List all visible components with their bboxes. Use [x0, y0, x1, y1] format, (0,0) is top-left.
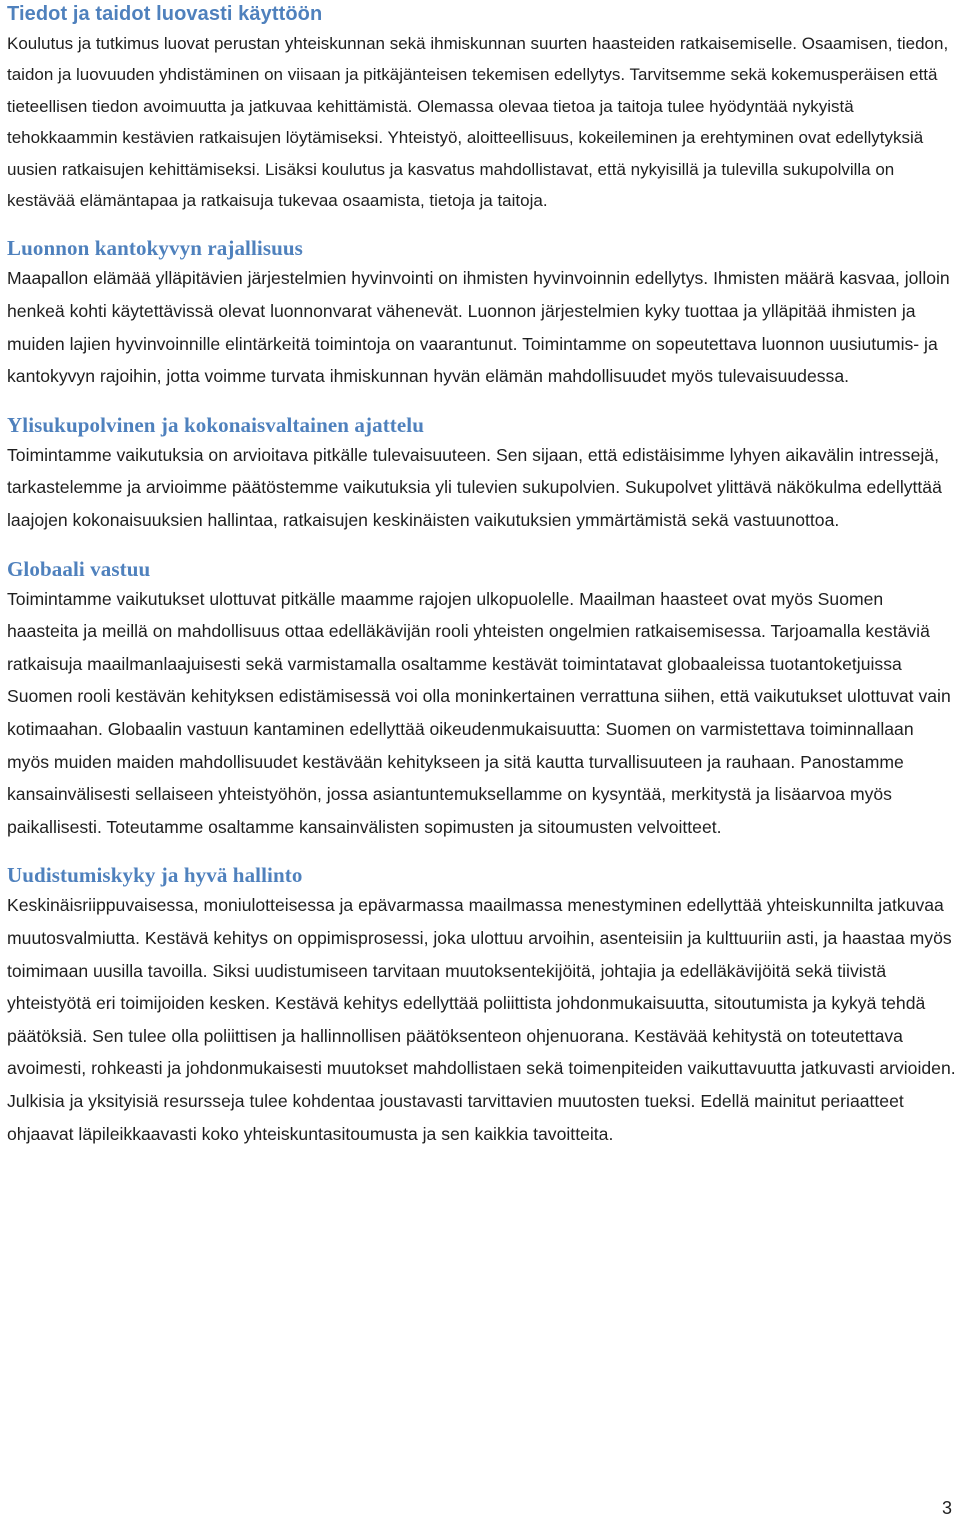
- section-heading: Ylisukupolvinen ja kokonaisvaltainen ajattelu: [7, 412, 425, 437]
- page-number: 3: [941, 1498, 952, 1518]
- section-renewal-governance: [7, 861, 957, 1150]
- section-body: Toimintamme vaikutuksia on arvioitava pitkälle tulevaisuuteen. Sen sijaan, että edistäisimme lyhyen aikavälin intressejä, tarkastelemme ja arvioimme päätöstemme vaikutuksia yli tulevien sukupolvien. Sukupolvet ylittävä näkökulma edellyttää laajojen kokonaisuuksien hallintaa, ratkaisujen keskinäisten vaikutuksien ymmärtämistä sekä vastuunottoa.: [7, 444, 942, 530]
- section-body: Koulutus ja tutkimus luovat perustan yhteiskunnan sekä ihmiskunnan suurten haasteiden ratkaisemiselle. Osaamisen, tiedon, taidon ja luovuuden yhdistäminen on viisaan ja pitkäjänteisen tekemisen edellytys. Tarvitsemme sekä kokemusperäisen että tieteellisen tiedon avoimuutta ja jatkuvaa kehittämistä. Olemassa olevaa tietoa ja taitoja tulee hyödyntää nykyistä tehokkaammin kestävien ratkaisujen löytämiseksi. Yhteistyö, aloitteellisuus, kokeileminen ja erehtyminen ovat edellytyksiä uusien ratkaisujen kehittämiseksi. Lisäksi koulutus ja kasvatus mahdollistavat, että nykyisillä ja tulevilla sukupolvilla on kestävää elämäntapaa ja ratkaisuja tukevaa osaamista, tietoja ja taitoja.: [7, 34, 949, 211]
- section-heading: Tiedot ja taidot luovasti käyttöön: [7, 3, 323, 25]
- document-page: [7, 0, 957, 1150]
- section-body: Keskinäisriippuvaisessa, moniulotteisessa ja epävarmassa maailmassa menestyminen edellyttää yhteiskunnilta jatkuvaa muutosvalmiutta. Kestävä kehitys on oppimisprosessi, joka ulottuu arvoihin, asenteisiin ja kulttuuriin asti, ja haastaa myös toimimaan uusilla tavoilla. Siksi uudistumiseen tarvitaan muutoksentekijöitä, johtajia ja edelläkävijöitä sekä tiivistä yhteistyötä eri toimijoiden kesken. Kestävä kehitys edellyttää poliittista johdonmukaisuutta, sitoutumista ja kykyä tehdä päätöksiä. Sen tulee olla poliittisen ja hallinnollisen päätöksenteon ohjenuorana. Kestävää kehitystä on toteutettava avoimesti, rohkeasti ja johdonmukaisesti muutokset mahdollistaen sekä toimenpiteiden vaikuttavuutta jatkuvasti arvioiden. Julkisia ja yksityisiä resursseja tulee kohdentaa joustavasti tarvittavien muutosten tueksi. Edellä mainitut periaatteet ohjaavat läpileikkaavasti koko yhteiskuntasitoumusta ja sen kaikkia tavoitteita.: [7, 895, 956, 1144]
- section-body: Maapallon elämää ylläpitävien järjestelmien hyvinvointi on ihmisten hyvinvoinnin edellytys. Ihmisten määrä kasvaa, jolloin henkeä kohti käytettävissä olevat luonnonvarat vähenevät. Luonnon järjestelmien kyky tuottaa ja ylläpitää ihmisten ja muiden lajien hyvinvoinnille elintärkeitä toimintoja on vaarantunut. Toimintamme on sopeutettava luonnon uusiutumis- ja kantokyvyn rajoihin, jotta voimme turvata ihmiskunnan hyvän elämän mahdollisuudet myös tulevaisuudessa.: [7, 268, 950, 387]
- section-heading: Globaali vastuu: [7, 556, 151, 581]
- section-nature-capacity: [7, 234, 957, 392]
- section-body: Toimintamme vaikutukset ulottuvat pitkälle maamme rajojen ulkopuolelle. Maailman haasteet ovat myös Suomen haasteita ja meillä on mahdollisuus ottaa edelläkävijän rooli yhteisten ongelmien ratkaisemisessa. Tarjoamalla kestäviä ratkaisuja maailmanlaajuisesti sekä varmistamalla osaltamme kestävät toimintatavat globaaleissa tuotantoketjuissa Suomen rooli kestävän kehityksen edistämisessä voi olla moninkertainen verrattuna siihen, että vaikutukset ulottuvat vain kotimaahan. Globaalin vastuun kantaminen edellyttää oikeudenmukaisuutta: Suomen on varmistettava toiminnallaan myös muiden maiden mahdollisuudet kestävään kehitykseen ja sitä kautta turvallisuuteen ja rauhaan. Panostamme kansainvälisesti sellaiseen yhteistyöhön, jossa asiantuntemuksellamme on kysyntää, merkitystä ja lisäarvoa myös paikallisesti. Toteutamme osaltamme kansainvälisten sopimusten ja sitoumusten velvoitteet.: [7, 588, 951, 837]
- section-heading: Uudistumiskyky ja hyvä hallinto: [7, 863, 303, 888]
- section-global-responsibility: [7, 555, 957, 844]
- section-heading: Luonnon kantokyvyn rajallisuus: [7, 236, 303, 261]
- section-knowledge-skills: [7, 0, 957, 216]
- section-intergenerational-thinking: [7, 411, 957, 537]
